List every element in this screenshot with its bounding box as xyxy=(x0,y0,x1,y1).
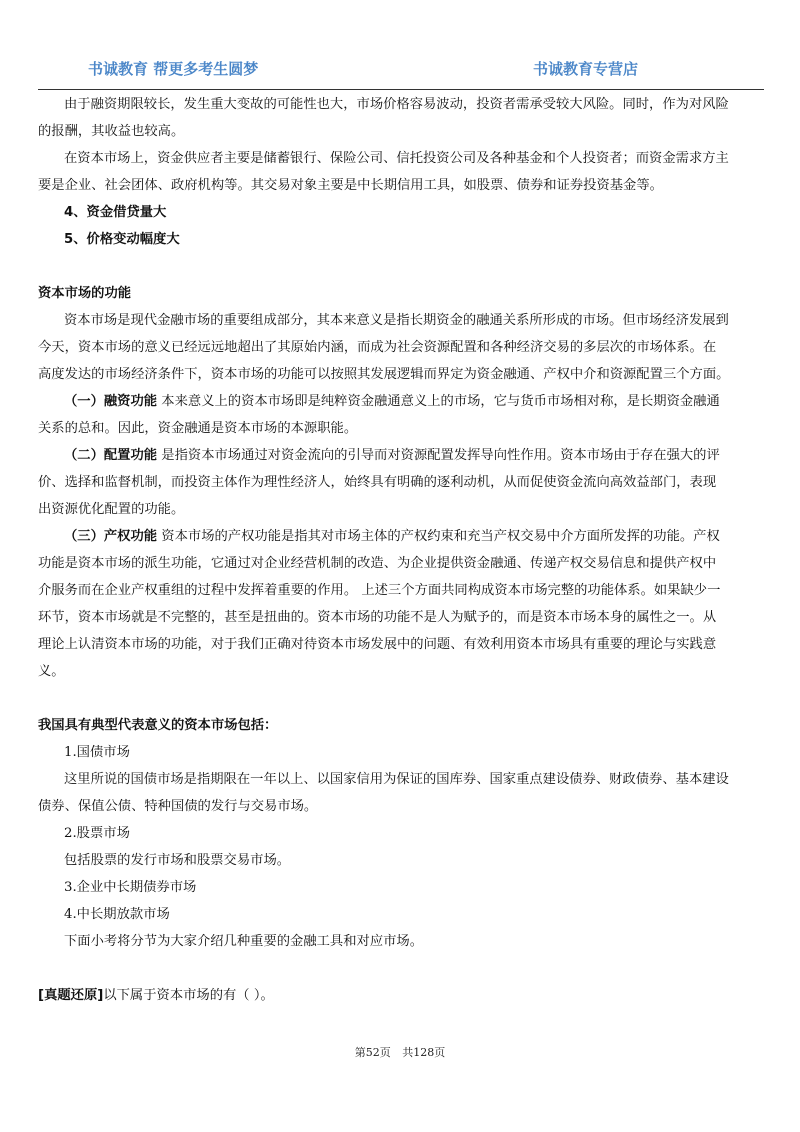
paragraph-line: 由于融资期限较长，发生重大变故的可能性也大，市场价格容易波动，投资者需承受较大风险。同时，作为对风险 xyxy=(64,97,729,112)
exam-question-label: [真题还原] xyxy=(38,988,104,1003)
closing-line: 下面小考将分节为大家介绍几种重要的金融工具和对应市场。 xyxy=(64,934,424,949)
paragraph-line: 功能是资本市场的派生功能，它通过对企业经营机制的改造、为企业提供资金融通、传递产权交易信息和提供产权中 xyxy=(38,556,717,571)
function-allocation xyxy=(38,442,766,469)
header-brand-slogan: 书诚教育 帮更多考生圆梦 xyxy=(88,60,259,78)
market-item-stock: 2.股票市场 xyxy=(64,826,130,841)
paragraph-line: 出资源优化配置的功能。 xyxy=(38,502,185,517)
feature-item-5: 5、价格变动幅度大 xyxy=(64,232,180,247)
page-footer xyxy=(0,1044,800,1060)
document-body xyxy=(38,91,766,1009)
market-item-loan: 4.中长期放款市场 xyxy=(64,907,170,922)
paragraph-line: 理论上认清资本市场的功能，对于我们正确对待资本市场发展中的问题、有效利用资本市场具有重要的理论与实践意 xyxy=(38,637,717,652)
paragraph-line: 包括股票的发行市场和股票交易市场。 xyxy=(64,853,291,868)
function-financing-label: （一）融资功能 xyxy=(64,394,158,409)
page-total: 共128页 xyxy=(402,1046,446,1059)
paragraph-line: 介服务而在企业产权重组的过程中发挥着重要的作用。 上述三个方面共同构成资本市场完整的功能体系。如果缺少一 xyxy=(38,583,721,598)
section-title-markets: 我国具有典型代表意义的资本市场包括： xyxy=(38,718,278,733)
paragraph-line: 在资本市场上，资金供应者主要是储蓄银行、保险公司、信托投资公司及各种基金和个人投资者；而资金需求方主 xyxy=(64,151,729,166)
paragraph-line: 的报酬，其收益也较高。 xyxy=(38,124,185,139)
exam-question xyxy=(38,982,766,1009)
market-item-corporate-bond: 3.企业中长期债券市场 xyxy=(64,880,197,895)
header-store-name: 书诚教育专营店 xyxy=(533,60,639,78)
paragraph-line: 义。 xyxy=(38,664,65,679)
exam-question-text: 以下属于资本市场的有（ ）。 xyxy=(103,988,274,1003)
paragraph-line: 价、选择和监督机制，而投资主体作为理性经济人，始终具有明确的逐利动机，从而促使资金流向高效益部门，表现 xyxy=(38,475,717,490)
feature-item-4: 4、资金借贷量大 xyxy=(64,205,167,220)
function-allocation-label: （二）配置功能 xyxy=(64,448,158,463)
paragraph-line: 资本市场是现代金融市场的重要组成部分，其本来意义是指长期资金的融通关系所形成的市场。但市场经济发展到 xyxy=(64,313,729,328)
function-property-rights-label: （三）产权功能 xyxy=(64,529,158,544)
page-number: 第52页 xyxy=(354,1046,391,1059)
paragraph-line: 是指资本市场通过对资金流向的引导而对资源配置发挥导向性作用。资本市场由于存在强大的评 xyxy=(157,448,720,463)
paragraph-line: 环节，资本市场就是不完整的，甚至是扭曲的。资本市场的功能不是人为赋予的，而是资本市场本身的属性之一。从 xyxy=(38,610,717,625)
paragraph-line: 高度发达的市场经济条件下，资本市场的功能可以按照其发展逻辑而界定为资金融通、产权中介和资源配置三个方面。 xyxy=(38,367,730,382)
paragraph-line: 债券、保值公债、特种国债的发行与交易市场。 xyxy=(38,799,318,814)
section-title-functions: 资本市场的功能 xyxy=(38,286,132,301)
paragraph-line: 要是企业、社会团体、政府机构等。其交易对象主要是中长期信用工具，如股票、债券和证券投资基金等。 xyxy=(38,178,663,193)
paragraph-line: 关系的总和。因此，资金融通是资本市场的本源职能。 xyxy=(38,421,358,436)
function-property-rights xyxy=(38,523,766,550)
function-financing xyxy=(38,388,766,415)
paragraph-line: 这里所说的国债市场是指期限在一年以上、以国家信用为保证的国库券、国家重点建设债券、财政债券、基本建设 xyxy=(64,772,729,787)
header-divider xyxy=(38,89,764,90)
paragraph-line: 资本市场的产权功能是指其对市场主体的产权约束和充当产权交易中介方面所发挥的功能。产权 xyxy=(157,529,720,544)
market-item-treasury: 1.国债市场 xyxy=(64,745,130,760)
paragraph-line: 今天，资本市场的意义已经远远地超出了其原始内涵，而成为社会资源配置和各种经济交易的多层次的市场体系。在 xyxy=(38,340,717,355)
paragraph-line: 本来意义上的资本市场即是纯粹资金融通意义上的市场，它与货币市场相对称，是长期资金融通 xyxy=(157,394,720,409)
